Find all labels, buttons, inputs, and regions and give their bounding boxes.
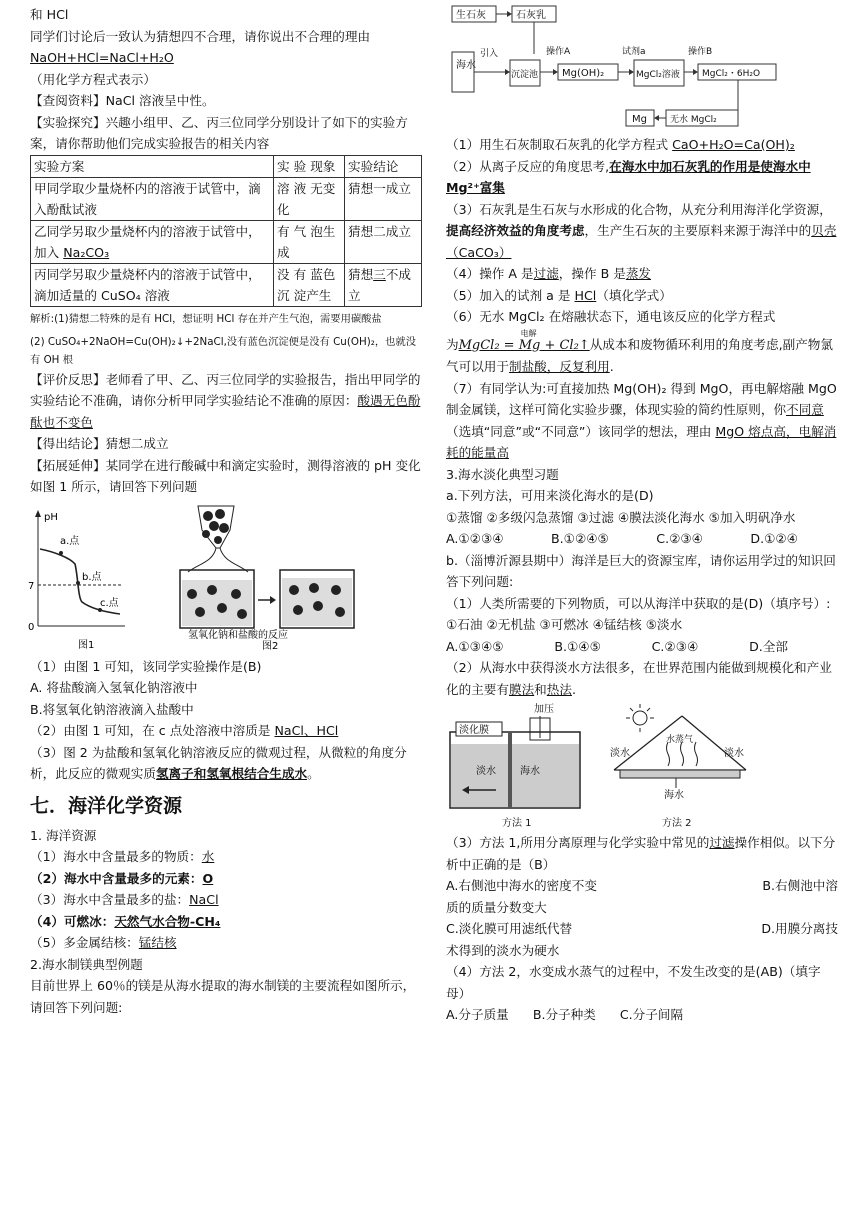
table-cell: 没 有 蓝色 沉 淀产生 xyxy=(274,263,345,306)
text-line: （用化学方程式表示） xyxy=(30,71,156,87)
fresh-water-label: 淡水 xyxy=(724,748,744,759)
right-column xyxy=(446,4,838,1026)
text-line: （4）操作 A 是过滤，操作 B 是蒸发 xyxy=(446,266,652,281)
table-row xyxy=(31,263,422,306)
flow-label: 操作A xyxy=(546,47,571,57)
analysis-note: 解析:(1)猜想二特殊的是有 HCl，想证明 HCl 存在并产生气泡，需要用碳酸盐 xyxy=(30,312,382,325)
text-line: （2）海水中含量最多的元素：O xyxy=(30,870,214,886)
text-line: （3）图 2 为盐酸和氢氧化钠溶液反应的微观过程，从微粒的角度分析，此反应的微观实质氢离子和氢氧根结合生成水。 xyxy=(30,744,407,781)
table-cell: 甲同学取少量烧杯内的溶液于试管中，滴入酚酞试液 xyxy=(31,177,274,220)
desalination-figures xyxy=(446,700,838,832)
flow-node: 石灰乳 xyxy=(516,10,546,21)
text-line: 【评价反思】老师看了甲、乙、丙三位同学的实验报告，指出甲同学的实验结论不准确，请你分析甲同学实验结论不准确的原因：酸遇无色酚酞也不变色 xyxy=(30,371,421,430)
table-row xyxy=(31,177,422,220)
options-row: A.①②③④ B.①②④⑤ C.②③④ D.①②④ xyxy=(446,531,798,546)
figure-title: 氢氧化钠和盐酸的反应 xyxy=(188,629,288,641)
answer: NaCl xyxy=(189,892,219,907)
seven-tick: 7 xyxy=(28,580,35,592)
text-line: （6）无水 MgCl₂ 在熔融状态下，通电该反应的化学方程式 xyxy=(446,309,776,324)
table-cell: 溶 液 无变化 xyxy=(274,177,345,220)
text-line: （4）方法 2，水变成水蒸气的过程中，不发生改变的是(AB)（填字母） xyxy=(446,964,821,1001)
answer: 过滤 xyxy=(533,266,559,281)
answer: 不同意 xyxy=(786,402,824,417)
text-line: （2）从离子反应的角度思考,在海水中加石灰乳的作用是使海水中 Mg²⁺富集 xyxy=(446,158,811,195)
text-line: 目前世界上 60％的镁是从海水提取的海水制镁的主要流程如图所示，请回答下列问题: xyxy=(30,978,416,1015)
text-line: （1）人类所需要的下列物质，可以从海洋中获取的是(D)（填序号）: xyxy=(446,595,831,611)
table-header: 实验方案 xyxy=(31,155,274,177)
flow-node: 海水 xyxy=(456,60,476,71)
text-line: （2）从海水中获得淡水方法很多，在世界范围内能做到规模化和产业化的主要有膜法和热法. xyxy=(446,660,832,697)
fresh-water-label: 淡水 xyxy=(610,748,630,759)
figure-caption: 方法 1 xyxy=(502,818,532,829)
answer: HCl xyxy=(574,287,597,303)
analysis-note: (2) CuSO₄+2NaOH=Cu(OH)₂↓+2NaCl,没有蓝色沉淀便是没有 Cu(OH)₂，也就没有 OH 根 xyxy=(30,335,417,366)
text-line: （3）方法 1,所用分离原理与化学实验中常见的过滤操作相似。以下分析中正确的是（B） xyxy=(446,835,836,872)
text-line: A. 将盐酸滴入氢氧化钠溶液中 xyxy=(30,680,198,695)
text-line: ①石油 ②无机盐 ③可燃冰 ④锰结核 ⑤淡水 xyxy=(446,617,683,632)
text-line: （1）用生石灰制取石灰乳的化学方程式 CaO+H₂O=Ca(OH)₂ xyxy=(446,137,795,152)
text-line: （5）多金属结核：锰结核 xyxy=(30,935,177,950)
electrolysis-equation: 电解 MgCl₂ = Mg + Cl₂↑ xyxy=(458,328,590,353)
distillation-method-figure xyxy=(606,700,756,832)
section-heading: 七．海洋化学资源 xyxy=(30,794,183,817)
point-a-label: a.点 xyxy=(60,535,80,547)
text-line: 【拓展延伸】某同学在进行酸碱中和滴定实验时，测得溶液的 pH 变化如图 1 所示，请回答下列问题 xyxy=(30,457,421,494)
answer: 水 xyxy=(201,849,215,864)
text-line: 为 电解 MgCl₂ = Mg + Cl₂↑从成本和废物循环利用的角度考虑,副产物氯气可以用于制盐酸，反复利用. xyxy=(446,328,833,374)
text-line: 【得出结论】猜想二成立 xyxy=(30,436,169,451)
table-header: 实验结论 xyxy=(345,155,422,177)
flow-node: MgCl₂溶液 xyxy=(636,70,680,80)
answer: CaO+H₂O=Ca(OH)₂ xyxy=(672,137,795,152)
answer: 贝壳（CaCO₃） xyxy=(446,223,837,260)
options-row: A.分子质量 B.分子种类 C.分子间隔 xyxy=(446,1007,684,1022)
text-line: 2.海水制镁典型例题 xyxy=(30,956,143,972)
answer: 在海水中加石灰乳的作用是使海水中 Mg²⁺富集 xyxy=(446,158,811,195)
table-cell: 猜想二成立 xyxy=(345,220,422,263)
y-axis-label: pH xyxy=(44,511,58,523)
table-cell: 乙同学另取少量烧杯内的溶液于试管中，加入 Na₂CO₃ xyxy=(31,220,274,263)
table-cell: 丙同学另取少量烧杯内的溶液于试管中，滴加适量的 CuSO₄ 溶液 xyxy=(31,263,274,306)
text-line: 【查阅资料】NaCl 溶液呈中性。 xyxy=(30,93,215,108)
ph-curve-figure xyxy=(30,506,160,651)
flow-node: 无水 MgCl₂ xyxy=(670,115,717,125)
figure-caption: 图2 xyxy=(262,640,279,652)
text-line: 术得到的淡水为硬水 xyxy=(446,942,560,958)
answer: MgO 熔点高，电解消耗的能量高 xyxy=(446,423,837,460)
flow-node: Mg(OH)₂ xyxy=(562,68,605,79)
table-cell: 猜想一成立 xyxy=(345,177,422,220)
answer: 蒸发 xyxy=(625,266,652,281)
magnesium-flow-diagram xyxy=(450,4,780,134)
pressure-label: 加压 xyxy=(534,704,554,715)
experiment-table xyxy=(30,155,422,307)
point-b-label: b.点 xyxy=(82,571,102,583)
text-line: （7）有同学认为:可直接加热 Mg(OH)₂ 得到 MgO，再电解熔融 MgO 制金属镁，这样可简化实验步骤，体现实验的简约性原则，你不同意（选填“同意”或“不同意”）该同学的想法，理由 MgO 熔点高，电解消耗的能量高 xyxy=(446,380,837,460)
text-line: 【实验探究】兴趣小组甲、乙、丙三位同学分别设计了如下的实验方案，请你帮助他们完成实验报告的相关内容 xyxy=(30,114,408,151)
text-line: （1）由图 1 可知，该同学实验操作是(B) xyxy=(30,658,262,674)
seawater-label: 海水 xyxy=(520,766,540,777)
membrane-method-figure xyxy=(446,700,596,832)
flow-label: 引入 xyxy=(480,49,499,59)
text-line: 同学们讨论后一致认为猜想四不合理，请你说出不合理的理由 NaOH+HCl=NaCl+H₂O xyxy=(30,28,371,65)
zero-tick: 0 xyxy=(28,621,35,633)
table-cell: 猜想三不成立 xyxy=(345,263,422,306)
answer: 过滤 xyxy=(709,835,735,850)
answer: 锰结核 xyxy=(138,935,177,950)
figures-row xyxy=(30,506,422,656)
flow-node: 生石灰 xyxy=(456,10,486,21)
options-row: A.①③④⑤ B.①④⑤ C.②③④ D.全部 xyxy=(446,638,788,654)
answer: 三 xyxy=(373,266,386,282)
answer: 酸遇无色酚酞也不变色 xyxy=(30,393,421,430)
text-line: （5）加入的试剂 a 是 HCl（填化学式） xyxy=(446,287,672,303)
answer: 热法 xyxy=(546,681,572,697)
left-column xyxy=(30,4,422,1018)
text-line: （3）海水中含量最多的盐：NaCl xyxy=(30,892,219,907)
flow-label: 试剂a xyxy=(622,47,646,57)
vapor-label: 水蒸气 xyxy=(666,735,694,745)
answer: NaOH+HCl=NaCl+H₂O xyxy=(30,50,174,65)
table-header: 实 验 现象 xyxy=(274,155,345,177)
text-line: （2）由图 1 可知，在 c 点处溶液中溶质是 NaCl、HCl xyxy=(30,723,339,738)
text-line: （3）石灰乳是生石灰与水形成的化合物，从充分利用海洋化学资源，提高经济效益的角度考虑，生产生石灰的主要原料来源于海洋中的贝壳（CaCO₃） xyxy=(446,201,837,260)
answer: 制盐酸，反复利用 xyxy=(508,359,610,374)
answer: NaCl、HCl xyxy=(274,723,339,738)
text-line: 质的质量分数变大 xyxy=(446,899,547,915)
figure-caption: 图1 xyxy=(78,639,95,651)
options-row: A.右侧池中海水的密度不变 B.右侧池中溶 xyxy=(446,878,838,893)
answer: 氢离子和氢氧根结合生成水 xyxy=(155,766,308,781)
flow-node: 沉淀池 xyxy=(511,70,539,80)
neutralization-figure xyxy=(158,502,398,650)
text-line: 和 HCl xyxy=(30,7,69,22)
point-c-label: c.点 xyxy=(100,597,119,609)
membrane-label: 淡化膜 xyxy=(459,725,489,736)
table-cell: 有 气 泡生成 xyxy=(274,220,345,263)
text-line: b.（淄博沂源县期中）海洋是巨大的资源宝库，请你运用学过的知识回答下列问题: xyxy=(446,552,836,589)
flow-node: Mg xyxy=(632,114,647,125)
table-row xyxy=(31,220,422,263)
text-line: ①蒸馏 ②多级闪急蒸馏 ③过滤 ④膜法淡化海水 ⑤加入明矾净水 xyxy=(446,509,796,525)
text-line: （4）可燃冰：天然气水合物-CH₄ xyxy=(30,913,221,929)
text-line: （1）海水中含量最多的物质：水 xyxy=(30,849,215,864)
answer: 膜法 xyxy=(508,681,535,697)
flow-label: 操作B xyxy=(688,47,713,57)
flow-node: MgCl₂・6H₂O xyxy=(702,69,761,79)
options-row: C.淡化膜可用滤纸代替 D.用膜分离技 xyxy=(446,921,838,936)
text-line: 1. 海洋资源 xyxy=(30,827,97,843)
text-line: a.下列方法，可用来淡化海水的是(D) xyxy=(446,488,654,503)
figure-caption: 方法 2 xyxy=(662,818,692,829)
fresh-water-label: 淡水 xyxy=(476,766,496,777)
answer: 天然气水合物-CH₄ xyxy=(114,913,221,929)
answer: O xyxy=(202,870,214,886)
text-line: B.将氢氧化钠溶液滴入盐酸中 xyxy=(30,701,194,717)
answer: Na₂CO₃ xyxy=(63,244,110,260)
seawater-label: 海水 xyxy=(664,790,684,801)
text-line: 3.海水淡化典型习题 xyxy=(446,466,559,482)
